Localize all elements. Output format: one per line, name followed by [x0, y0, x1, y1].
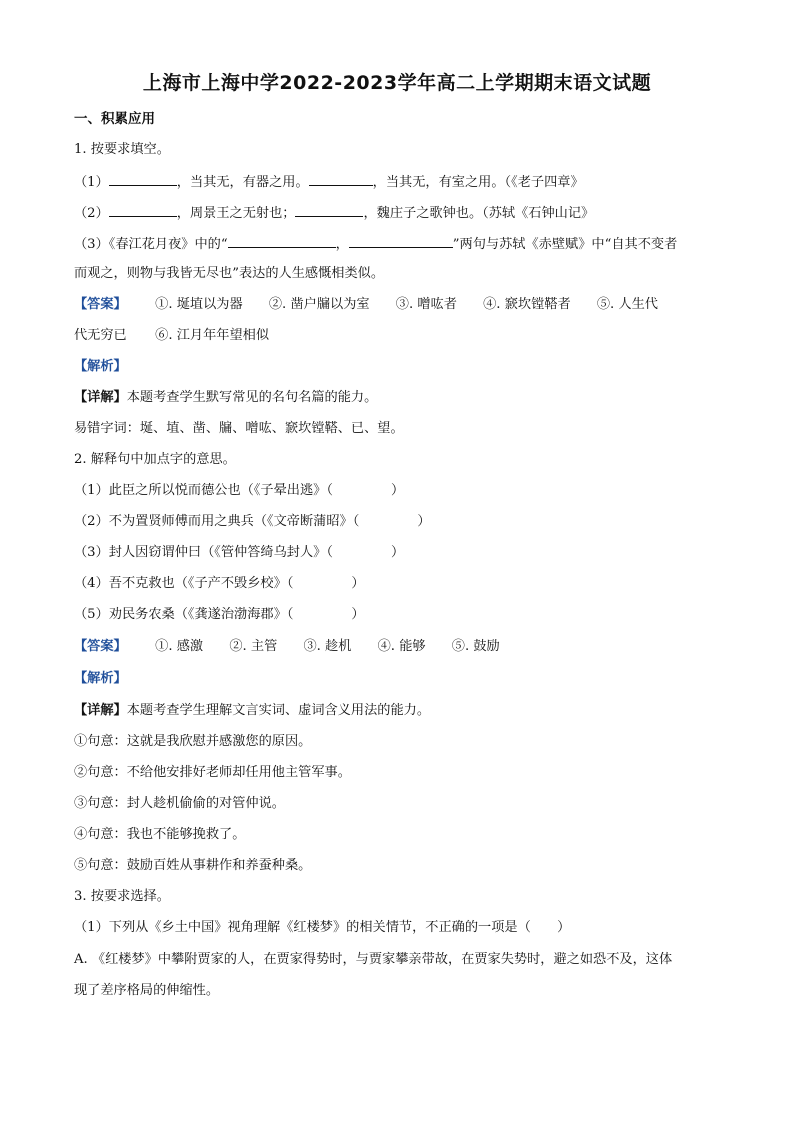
close-paren: ） — [417, 514, 431, 529]
answer-item: ②. 主管 — [229, 639, 278, 654]
answer-item: ③. 噌吰者 — [395, 297, 457, 312]
meaning-4: ④句意：我也不能够挽救了。 — [74, 827, 246, 842]
item-text: ”两句与苏轼《赤壁赋》中“自其不变者 — [452, 237, 678, 252]
fill-blank[interactable] — [295, 203, 363, 217]
answer-item: ⑥. 江月年年望相似 — [155, 328, 270, 343]
meaning-2: ②句意：不给他安排好老师却任用他主管军事。 — [74, 765, 351, 780]
item-text: （5）劝民务农桑（《龚遂治渤海郡》（ — [74, 607, 294, 622]
answer-item: ①. 埏埴以为器 — [155, 297, 243, 312]
item-text: （2）不为置贤师傅而用之典兵（《文帝断蒲昭》（ — [74, 514, 360, 529]
item-label: （1） — [74, 175, 109, 190]
question-1-answers-cont — [74, 327, 734, 345]
fill-blank[interactable] — [309, 172, 373, 186]
question-1-detail — [74, 389, 734, 407]
fill-blank[interactable] — [109, 203, 177, 217]
fill-blank[interactable] — [228, 234, 336, 248]
question-1-answers — [74, 296, 734, 314]
question-2-item-4 — [74, 575, 734, 593]
question-1-errors: 易错字词：埏、埴、凿、牖、噌吰、窾坎镗鞳、已、望。 — [74, 421, 404, 436]
close-paren: ） — [351, 576, 365, 591]
item-text: （3）《春江花月夜》中的“ — [74, 237, 228, 252]
question-2-item-3 — [74, 544, 734, 562]
meaning-5: ⑤句意：鼓励百姓从事耕作和养蚕种桑。 — [74, 858, 312, 873]
page-title: 上海市上海中学2022-2023学年高二上学期期末语文试题 — [142, 72, 652, 94]
analysis-tag: 【解析】 — [74, 671, 127, 686]
question-2-answers — [74, 638, 734, 656]
detail-text: 本题考查学生默写常见的名句名篇的能力。 — [126, 390, 378, 405]
item-text: ，当其无，有室之用。（《老子四章》 — [372, 175, 584, 190]
item-text: （3）封人因窃谓仲曰（《管仲答绮乌封人》（ — [74, 545, 333, 560]
item-label: （2） — [74, 206, 109, 221]
close-paren: ） — [351, 607, 365, 622]
question-1-item-2 — [74, 203, 734, 223]
question-2-item-5 — [74, 606, 734, 624]
answer-item: ②. 凿户牖以为室 — [268, 297, 370, 312]
question-2-stem: 2. 解释句中加点字的意思。 — [74, 452, 236, 467]
question-1-stem: 1. 按要求填空。 — [74, 142, 170, 157]
answer-item: 代无穷已 — [74, 328, 127, 343]
answer-item: ④. 窾坎镗鞳者 — [483, 297, 571, 312]
question-2-detail — [74, 702, 734, 720]
item-text: （1）此臣之所以悦而德公也（《子晕出逃》（ — [74, 483, 333, 498]
question-2-item-2 — [74, 513, 734, 531]
item-text: ， — [335, 237, 349, 252]
meaning-3: ③句意：封人趁机偷偷的对管仲说。 — [74, 796, 285, 811]
answer-tag: 【答案】 — [74, 297, 127, 312]
item-text: ，当其无，有器之用。 — [176, 175, 309, 190]
question-1-item-3 — [74, 234, 734, 254]
analysis-tag: 【解析】 — [74, 359, 127, 374]
option-a-line-2: 现了差序格局的伸缩性。 — [74, 983, 220, 998]
answer-item: ⑤. 人生代 — [596, 297, 658, 312]
answer-item: ⑤. 鼓励 — [451, 639, 500, 654]
question-1-item-3-cont: 而观之，则物与我皆无尽也”表达的人生感慨相类似。 — [74, 266, 385, 281]
close-paren: ） — [390, 545, 405, 560]
item-text: ，魏庄子之歌钟也。（苏轼《石钟山记》 — [363, 206, 595, 221]
section-heading: 一、积累应用 — [74, 111, 155, 127]
question-3-sub-1: （1）下列从《乡土中国》视角理解《红楼梦》的相关情节，不正确的一项是（ ） — [74, 920, 571, 935]
item-text: （4）吾不克救也（《子产不毁乡校》（ — [74, 576, 294, 591]
answer-item: ④. 能够 — [377, 639, 426, 654]
close-paren: ） — [390, 483, 405, 498]
answer-tag: 【答案】 — [74, 639, 127, 654]
question-3-stem: 3. 按要求选择。 — [74, 889, 170, 904]
answer-item: ①. 感激 — [155, 639, 204, 654]
item-text: ，周景王之无射也； — [176, 206, 296, 221]
question-2-item-1 — [74, 482, 734, 500]
fill-blank[interactable] — [109, 172, 177, 186]
option-a-line-1: A. 《红楼梦》中攀附贾家的人，在贾家得势时，与贾家攀亲带故，在贾家失势时，避之如恐不及，这体 — [74, 952, 673, 967]
question-1-item-1 — [74, 172, 734, 192]
detail-tag: 【详解】 — [74, 703, 127, 718]
detail-tag: 【详解】 — [74, 390, 127, 405]
meaning-1: ①句意：这就是我欣慰并感激您的原因。 — [74, 734, 312, 749]
answer-item: ③. 趁机 — [303, 639, 352, 654]
detail-text: 本题考查学生理解文言实词、虚词含义用法的能力。 — [126, 703, 431, 718]
fill-blank[interactable] — [349, 234, 453, 248]
